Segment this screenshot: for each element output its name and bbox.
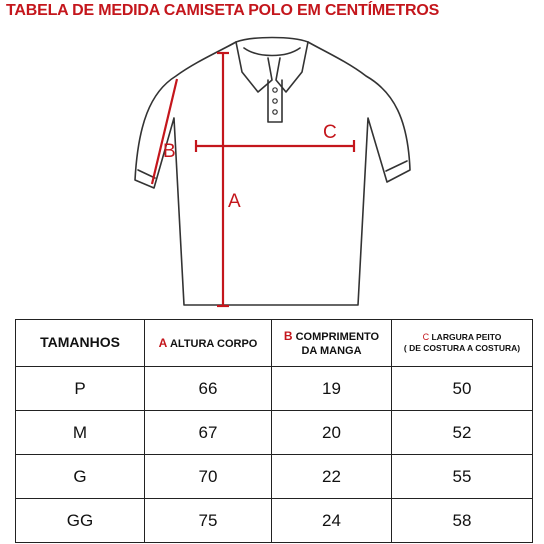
header-a-label: ALTURA CORPO bbox=[169, 338, 258, 350]
header-b-label-line1: COMPRIMENTO bbox=[295, 330, 380, 343]
label-b: B bbox=[163, 141, 176, 162]
altura-cell: 75 bbox=[145, 499, 272, 543]
button-icon bbox=[273, 88, 277, 92]
altura-cell: 70 bbox=[145, 455, 272, 499]
table-row bbox=[16, 367, 533, 411]
button-icon bbox=[273, 110, 277, 114]
size-cell: P bbox=[16, 367, 145, 411]
header-c-label-line1: LARGURA PEITO bbox=[431, 332, 502, 342]
size-cell: M bbox=[16, 411, 145, 455]
table-header-row bbox=[16, 320, 533, 367]
label-a: A bbox=[228, 191, 241, 212]
manga-cell: 24 bbox=[272, 499, 392, 543]
button-icon bbox=[273, 99, 277, 103]
header-sizes bbox=[16, 320, 145, 367]
header-b bbox=[272, 320, 392, 367]
manga-cell: 19 bbox=[272, 367, 392, 411]
largura-cell: 58 bbox=[392, 499, 533, 543]
header-a-letter: A bbox=[158, 336, 168, 350]
header-c bbox=[392, 320, 533, 367]
header-b-label-line2: DA MANGA bbox=[301, 344, 362, 357]
header-a bbox=[145, 320, 272, 367]
table-row bbox=[16, 499, 533, 543]
largura-cell: 50 bbox=[392, 367, 533, 411]
table-row bbox=[16, 411, 533, 455]
manga-cell: 20 bbox=[272, 411, 392, 455]
header-c-label-line2: ( DE COSTURA A COSTURA) bbox=[403, 343, 521, 353]
size-cell: GG bbox=[16, 499, 145, 543]
header-sizes-label: TAMANHOS bbox=[40, 334, 120, 350]
label-c: C bbox=[323, 122, 337, 143]
size-table bbox=[15, 319, 533, 543]
page-title: TABELA DE MEDIDA CAMISETA POLO EM CENTÍMETROS bbox=[6, 2, 440, 19]
size-cell: G bbox=[16, 455, 145, 499]
shirt-outline bbox=[135, 38, 410, 306]
largura-cell: 55 bbox=[392, 455, 533, 499]
largura-cell: 52 bbox=[392, 411, 533, 455]
placket-buttons bbox=[273, 88, 277, 114]
altura-cell: 67 bbox=[145, 411, 272, 455]
header-b-letter: B bbox=[283, 328, 293, 343]
table-row bbox=[16, 455, 533, 499]
measure-a-line bbox=[217, 53, 229, 306]
manga-cell: 22 bbox=[272, 455, 392, 499]
header-c-letter: C bbox=[422, 332, 430, 342]
altura-cell: 66 bbox=[145, 367, 272, 411]
